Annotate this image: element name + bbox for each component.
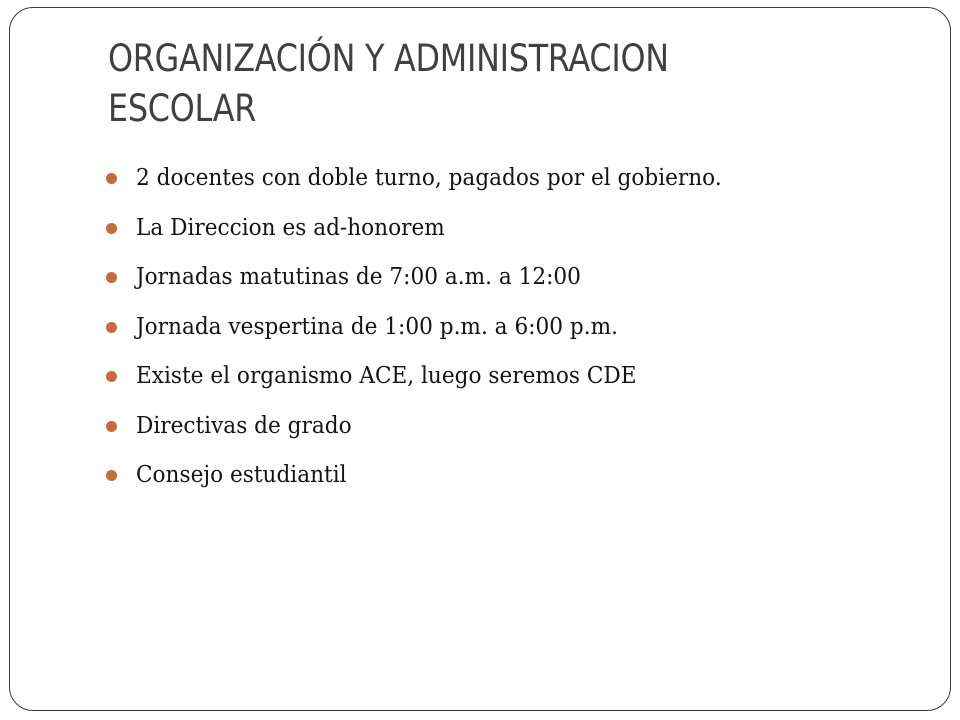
bullet-dot-icon	[106, 371, 117, 382]
bullet-dot-icon	[106, 223, 117, 234]
bullet-text: Existe el organismo ACE, luego seremos CDE	[136, 363, 637, 389]
bullet-dot-icon	[106, 322, 117, 333]
bullet-text: Jornadas matutinas de 7:00 a.m. a 12:00	[136, 264, 581, 290]
bullet-text: Jornada vespertina de 1:00 p.m. a 6:00 p.m.	[136, 313, 618, 340]
bullet-item	[106, 408, 759, 458]
bullet-dot-icon	[106, 272, 117, 283]
bullet-text: 2 docentes con doble turno, pagados por el gobierno.	[136, 165, 722, 191]
bullet-dot-icon	[106, 421, 117, 432]
bullet-item	[106, 210, 759, 260]
bullet-item	[106, 309, 759, 359]
bullet-dot-icon	[106, 173, 117, 184]
bullet-item	[106, 160, 759, 210]
bullet-text: Directivas de grado	[136, 412, 352, 439]
bullet-text: Consejo estudiantil	[136, 462, 347, 488]
slide-title: ORGANIZACIÓN Y ADMINISTRACION ESCOLAR	[108, 37, 669, 130]
bullet-text: La Direccion es ad-honorem	[136, 214, 445, 241]
bullet-item	[106, 358, 759, 408]
bullet-item	[106, 259, 759, 309]
bullet-item	[106, 457, 759, 507]
bullet-dot-icon	[106, 470, 117, 481]
bullet-list	[106, 160, 759, 507]
